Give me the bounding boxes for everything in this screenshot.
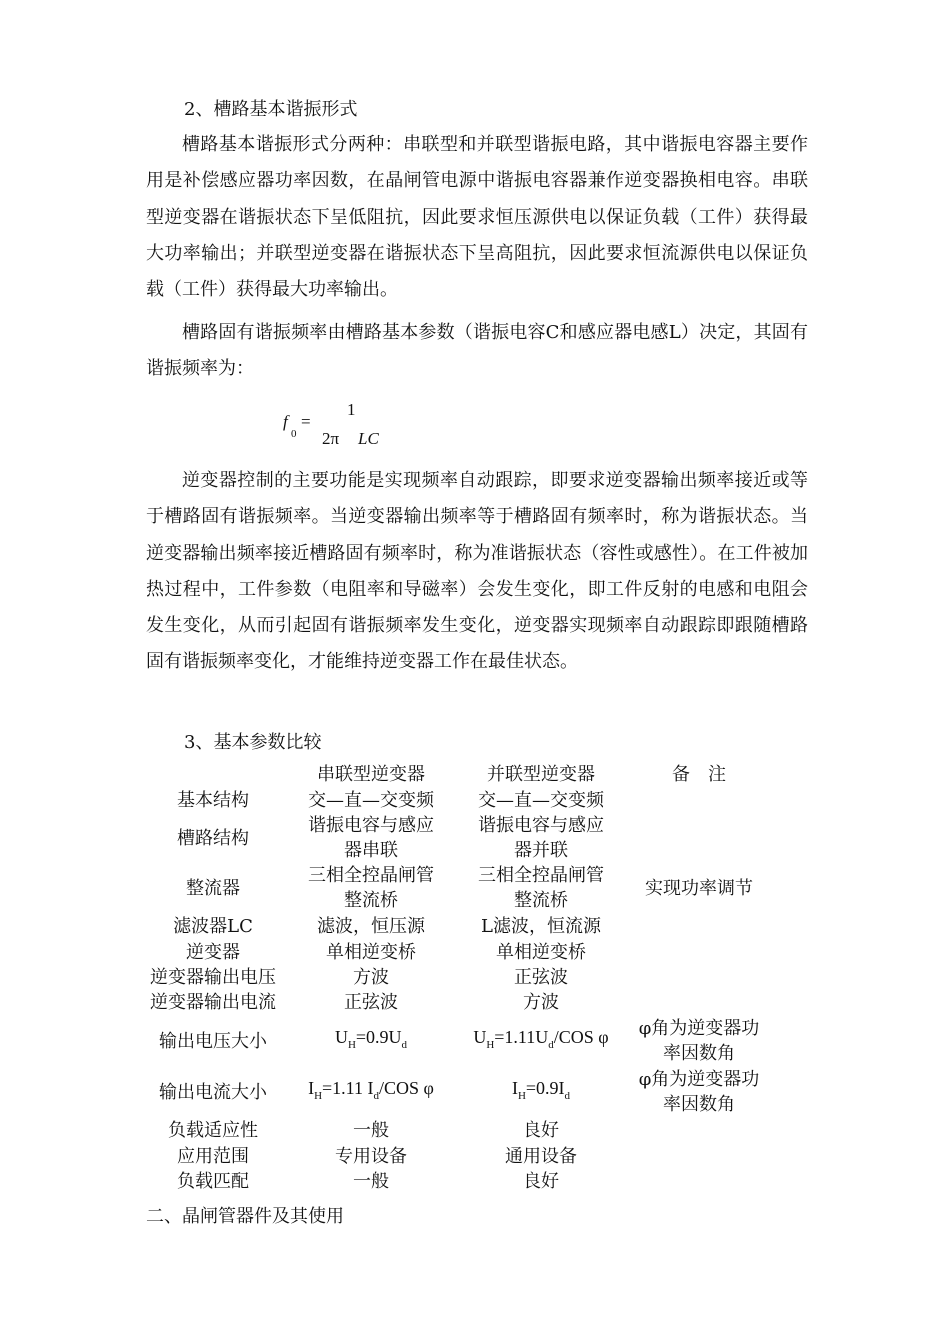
table-cell [626, 913, 772, 940]
formula-text: $U_H=0.9U_d$ [334, 1026, 408, 1051]
table-cell: 良好 [523, 1120, 559, 1141]
column-header: 并联型逆变器 [487, 763, 595, 785]
table-cell [626, 813, 772, 863]
table-row [140, 863, 772, 913]
table-row [140, 913, 772, 940]
row-label: 负载适应性 [168, 1120, 258, 1141]
table-cell: L滤波，恒流源 [481, 916, 601, 937]
column-header: 备 注 [672, 763, 726, 785]
table-header-row [140, 760, 772, 788]
cell-line: 谐振电容与感应 [478, 815, 604, 836]
table-cell [626, 1169, 772, 1194]
table-row [140, 965, 772, 990]
cell-line: 率因数角 [663, 1043, 735, 1064]
row-label: 槽路结构 [177, 827, 249, 849]
table-cell [626, 940, 772, 965]
table-cell: 专用设备 [335, 1146, 407, 1167]
table-cell: 正弦波 [344, 992, 398, 1013]
table-row [140, 990, 772, 1015]
cell-line: 三相全控晶闸管 [308, 865, 434, 886]
table-cell [286, 1015, 456, 1067]
formula-text: $I_H=0.9I_d$ [511, 1077, 571, 1102]
paragraph: 槽路固有谐振频率由槽路基本参数（谐振电容C和感应器电感L）决定，其固有谐振频率为： [146, 322, 808, 380]
table-row [140, 1169, 772, 1194]
table-cell [626, 788, 772, 813]
formula-subscript: 0 [291, 428, 297, 440]
formula-numerator: 1 [347, 400, 356, 419]
table-cell [626, 990, 772, 1015]
table-row [140, 1067, 772, 1117]
row-label: 整流器 [186, 877, 240, 899]
table-cell [286, 863, 456, 913]
row-label: 应用范围 [177, 1146, 249, 1167]
table-cell [626, 1067, 772, 1117]
cell-line: 器并联 [514, 840, 568, 861]
table-cell [286, 1067, 456, 1117]
cell-line: 器串联 [344, 840, 398, 861]
table-cell: 单相逆变桥 [326, 942, 416, 963]
cell-line: 整流桥 [514, 890, 568, 911]
table-cell: 单相逆变桥 [496, 942, 586, 963]
cell-line: φ角为逆变器功 [638, 1018, 760, 1039]
cell-line: φ角为逆变器功 [638, 1069, 760, 1090]
formula-text: $I_H=1.11$ $I_d$/COS φ [308, 1077, 434, 1102]
paragraph: 逆变器控制的主要功能是实现频率自动跟踪，即要求逆变器输出频率接近或等于槽路固有谐振频率。当逆变器输出频率等于槽路固有频率时，称为谐振状态。当逆变器输出频率接近槽路固有频率时，称为准谐振状态（容性或感性）。在工件被加热过程中，工件参数（电阻率和导磁率）会发生变化，即工件反射的电感和电阻会发生变化，从而引起固有谐振频率发生变化，逆变器实现频率自动跟踪即跟随槽路固有谐振频率变化，才能维持逆变器工作在最佳状态。 [146, 470, 808, 673]
table-cell: 交—直—交变频 [308, 790, 434, 811]
column-header [140, 760, 286, 788]
section-heading: 3、基本参数比较 [184, 732, 322, 753]
table-cell: 通用设备 [505, 1146, 577, 1167]
table-cell [626, 1117, 772, 1144]
table-cell [456, 863, 626, 913]
row-label: 逆变器输出电流 [150, 992, 276, 1013]
column-header: 串联型逆变器 [317, 763, 425, 785]
cell-line: 三相全控晶闸管 [478, 865, 604, 886]
comparison-table [140, 760, 772, 1194]
row-label: 输出电压大小 [159, 1030, 267, 1052]
table-cell [286, 813, 456, 863]
table-cell: 滤波，恒压源 [317, 916, 425, 937]
resonance-formula [278, 398, 398, 454]
cell-line: 谐振电容与感应 [308, 815, 434, 836]
row-label: 逆变器 [186, 942, 240, 963]
formula-equals: = [301, 412, 311, 431]
row-label: 负载匹配 [177, 1171, 249, 1192]
cell-line: 率因数角 [663, 1094, 735, 1115]
table-cell: 一般 [353, 1171, 389, 1192]
table-cell: 一般 [353, 1120, 389, 1141]
table-row [140, 1015, 772, 1067]
table-cell: 正弦波 [514, 967, 568, 988]
row-label: 输出电流大小 [159, 1081, 267, 1103]
table-cell: 方波 [523, 992, 559, 1013]
table-cell [626, 965, 772, 990]
table-cell [456, 1067, 626, 1117]
paragraph: 槽路基本谐振形式分两种：串联型和并联型谐振电路，其中谐振电容器主要作用是补偿感应器功率因数，在晶闸管电源中谐振电容器兼作逆变器换相电容。串联型逆变器在谐振状态下呈低阻抗，因此要求恒压源供电以保证负载（工件）获得最大功率输出；并联型逆变器在谐振状态下呈高阻抗，因此要求恒流源供电以保证负载（工件）获得最大功率输出。 [146, 134, 808, 301]
section-heading: 二、晶闸管器件及其使用 [146, 1206, 344, 1227]
table-cell: 良好 [523, 1171, 559, 1192]
row-label: 基本结构 [177, 790, 249, 811]
table-cell: 方波 [353, 967, 389, 988]
table-row [140, 1144, 772, 1169]
table-row [140, 788, 772, 813]
table-cell [626, 1015, 772, 1067]
table-cell [626, 1144, 772, 1169]
formula-lhs: f [283, 412, 288, 431]
table-row [140, 940, 772, 965]
table-cell [456, 813, 626, 863]
formula-denominator-const: 2π [322, 429, 340, 448]
section-heading: 2、槽路基本谐振形式 [184, 99, 358, 120]
table-cell [456, 1015, 626, 1067]
table-cell: 交—直—交变频 [478, 790, 604, 811]
row-label: 滤波器LC [173, 916, 253, 937]
formula-denominator-var: LC [358, 429, 379, 448]
table-row [140, 1117, 772, 1144]
formula-text: $U_H=1.11U_d$/COS φ [473, 1026, 609, 1051]
table-row [140, 813, 772, 863]
row-label: 逆变器输出电压 [150, 967, 276, 988]
table-cell: 实现功率调节 [645, 877, 753, 899]
cell-line: 整流桥 [344, 890, 398, 911]
